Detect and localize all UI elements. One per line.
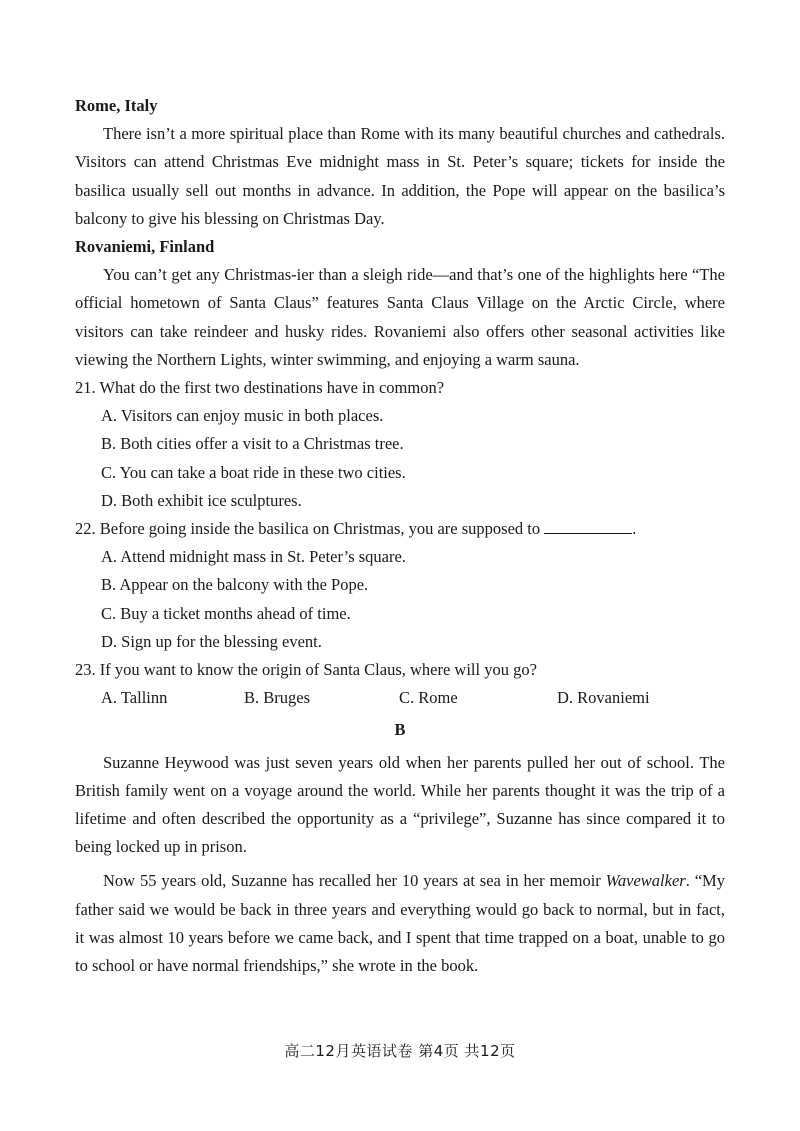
question-22-stem: 22. Before going inside the basilica on Christmas, you are supposed to (75, 519, 541, 539)
answer-blank (544, 515, 632, 534)
q23-options (75, 684, 725, 712)
section-b-label: B (394, 720, 406, 740)
question-22-end: . (632, 519, 637, 539)
exam-page (75, 92, 725, 980)
q23-option-a: A. Tallinn (101, 688, 168, 708)
memoir-title: Wavewalker (605, 871, 686, 891)
rome-heading: Rome, Italy (75, 96, 158, 115)
question-23: 23. If you want to know the origin of Santa Claus, where will you go? (75, 660, 537, 680)
rovaniemi-heading: Rovaniemi, Finland (75, 237, 215, 257)
section-b-paragraph-1: Suzanne Heywood was just seven years old when her parents pulled her out of school. The British family went on a voyage around the world. While her parents thought it was the trip of a lifetime and often described the opportunity as a “privilege”, Suzanne has since compared it to being locked up in prison. (75, 752, 725, 857)
q23-option-d: D. Rovaniemi (557, 688, 650, 708)
question-21: 21. What do the first two destinations have in common? (75, 378, 445, 398)
q23-option-b: B. Bruges (244, 688, 310, 708)
q21-option-b: B. Both cities offer a visit to a Christmas tree. (101, 434, 404, 454)
q21-option-d: D. Both exhibit ice sculptures. (101, 490, 302, 510)
q22-option-b: B. Appear on the balcony with the Pope. (101, 575, 369, 595)
para2-start: Now 55 years old, Suzanne has recalled her 10 years at sea in her memoir (103, 871, 606, 891)
section-b-paragraph-2 (75, 867, 725, 980)
q22-option-a: A. Attend midnight mass in St. Peter’s square. (101, 547, 406, 567)
rome-paragraph: There isn’t a more spiritual place than Rome with its many beautiful churches and cathedrals. Visitors can attend Christmas Eve midnight mass in St. Peter’s square; tickets for inside the basilica usually sell out months in advance. In addition, the Pope will appear on the basilica’s balcony to give his blessing on Christmas Day. (75, 124, 725, 228)
q21-option-c: C. You can take a boat ride in these two cities. (101, 462, 406, 482)
q21-option-a: A. Visitors can enjoy music in both places. (101, 406, 384, 426)
q23-option-c: C. Rome (399, 688, 458, 708)
q22-option-c: C. Buy a ticket months ahead of time. (101, 603, 351, 623)
q22-option-d: D. Sign up for the blessing event. (101, 631, 322, 651)
rovaniemi-paragraph: You can’t get any Christmas-ier than a sleigh ride—and that’s one of the highlights here “The official hometown of Santa Claus” features Santa Claus Village on the Arctic Circle, where visitors can take reindeer and husky rides. Rovaniemi also offers other seasonal activities like viewing the Northern Lights, winter swimming, and enjoying a warm sauna. (75, 265, 725, 369)
para2-rest: . “My father said we would be back in three years and everything would go back to normal, but in fact, it was almost 10 years before we came back, and I spent that time trapped on a boat, unable to go to school or have normal friendships,” she wrote in the book. (75, 871, 725, 976)
question-22 (75, 515, 725, 543)
page-footer: 高二12月英语试卷 第4页 共12页 (284, 1042, 516, 1060)
